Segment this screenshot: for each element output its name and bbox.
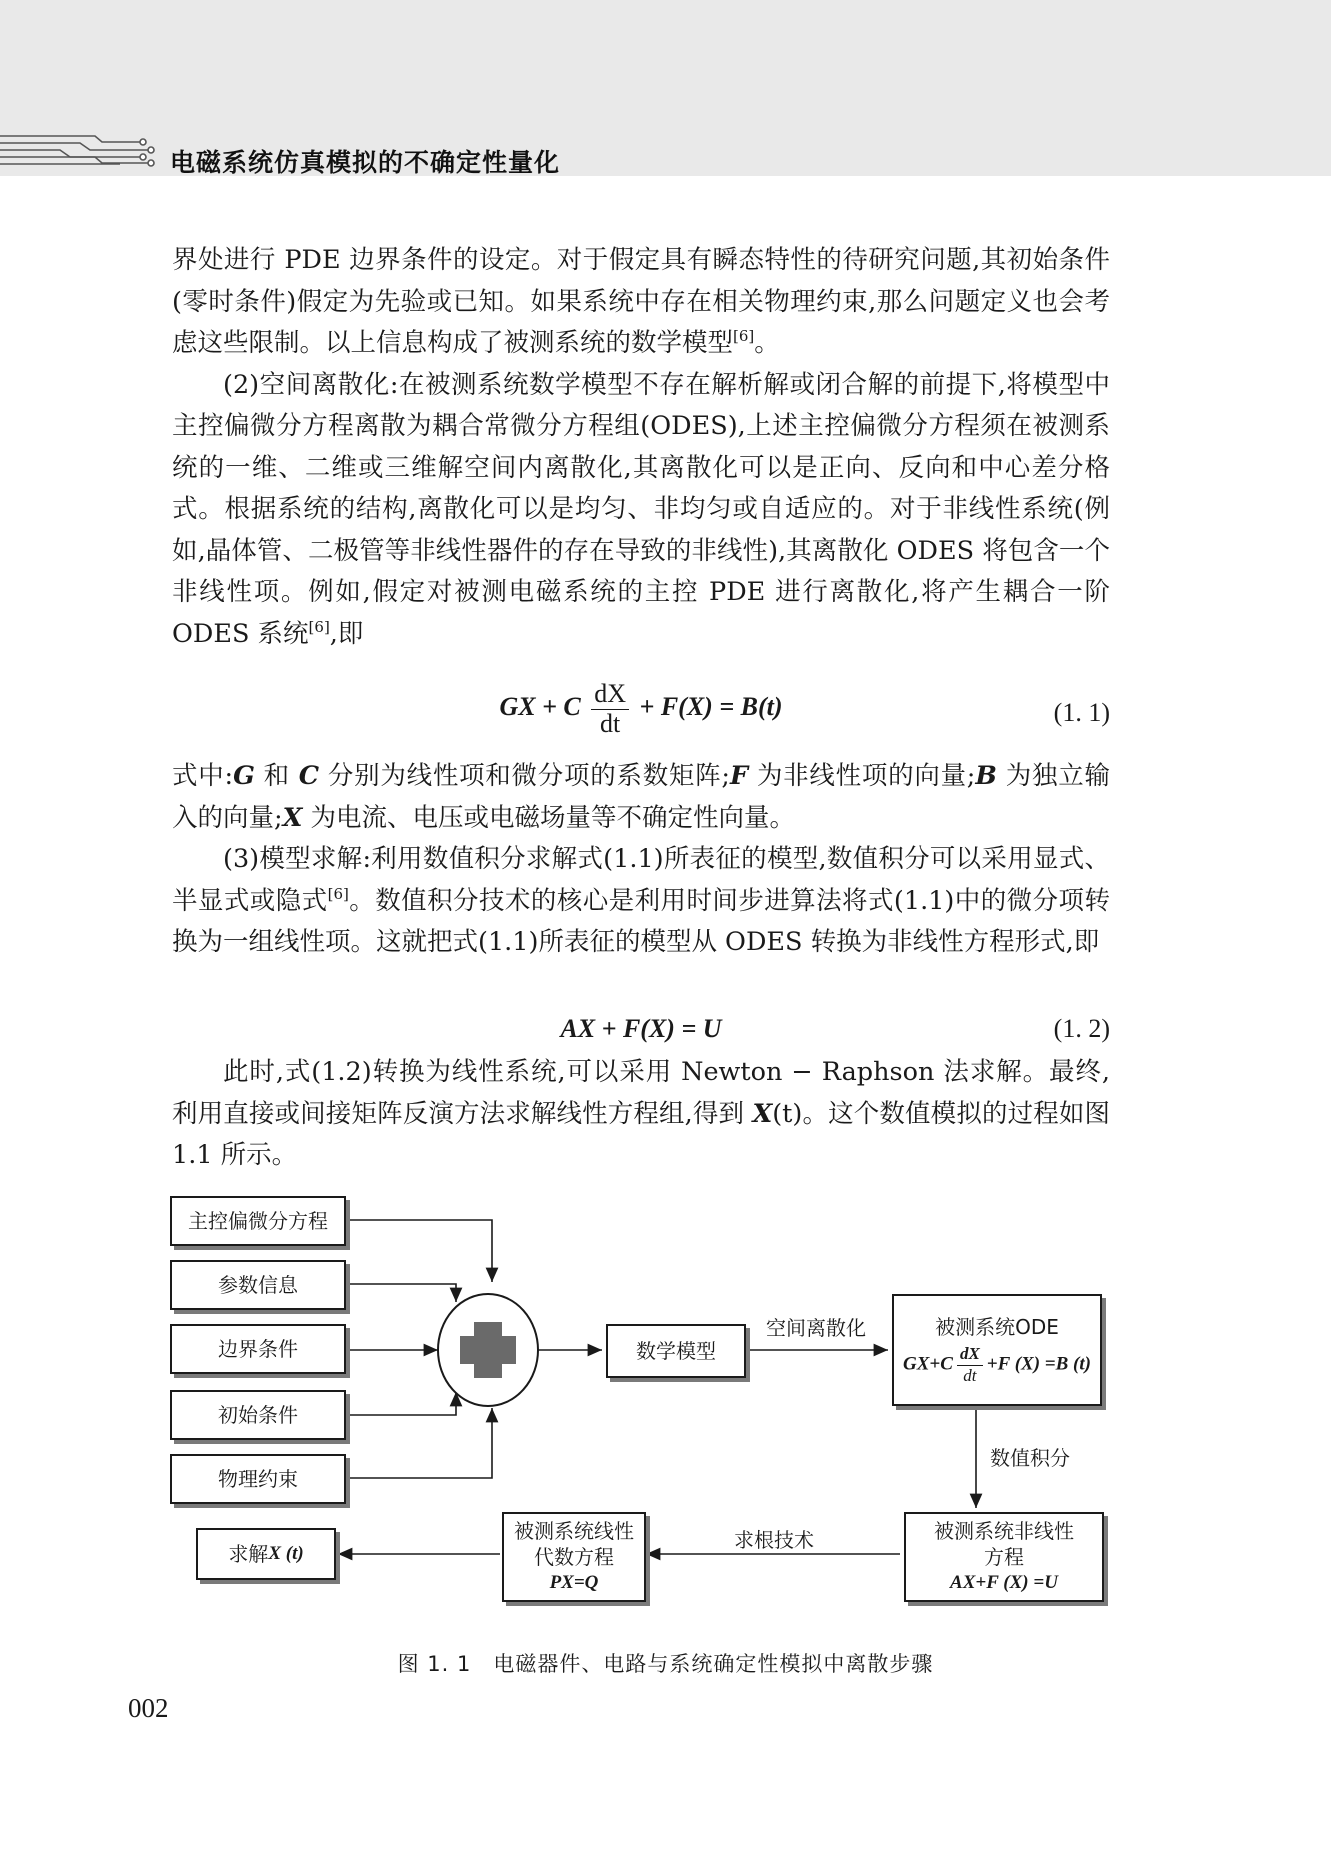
equation-number: (1. 2)	[1053, 1014, 1110, 1043]
input-box-physical-constraints: 物理约束	[170, 1454, 346, 1504]
paragraph-3: 式中:G 和 C 分别为线性项和微分项的系数矩阵;F 为非线性项的向量;B 为独立输入的向量;X 为电流、电压或电磁场量等不确定性向量。	[172, 761, 1111, 833]
label-root-finding: 求根技术	[734, 1528, 814, 1552]
linear-equation-box: 被测系统线性 代数方程 PX=Q	[502, 1512, 646, 1602]
equation-number: (1. 1)	[1053, 698, 1110, 727]
nonlinear-equation-box: 被测系统非线性 方程 AX+F (X) =U	[904, 1512, 1104, 1602]
paragraph-5: 此时,式(1.2)转换为线性系统,可以采用 Newton − Raphson 法求解。最终,利用直接或间接矩阵反演方法求解线性方程组,得到 X(t)。这个数值模拟的过程如图 1.1 所示。	[172, 1057, 1110, 1170]
label-numerical-integration: 数值积分	[990, 1446, 1070, 1470]
paragraph-4: (3)模型求解:利用数值积分求解式(1.1)所表征的模型,数值积分可以采用显式、半显式或隐式[6]。数值积分技术的核心是利用时间步进算法将式(1.1)中的微分项转换为一组线性项。这就把式(1.1)所表征的模型从 ODES 转换为非线性方程形式,即	[172, 844, 1110, 957]
paragraph-1: 界处进行 PDE 边界条件的设定。对于假定具有瞬态特性的待研究问题,其初始条件(零时条件)假定为先验或已知。如果系统中存在相关物理约束,那么问题定义也会考虑这些限制。以上信息构成了被测系统的数学模型[6]。	[172, 245, 1110, 358]
label-spatial-discretization: 空间离散化	[766, 1316, 866, 1340]
paragraph-2: (2)空间离散化:在被测系统数学模型不存在解析解或闭合解的前提下,将模型中主控偏微分方程离散为耦合常微分方程组(ODES),上述主控偏微分方程须在被测系统的一维、二维或三维解空间内离散化,其离散化可以是正向、反向和中心差分格式。根据系统的结构,离散化可以是均匀、非均匀或自适应的。对于非线性系统(例如,晶体管、二极管等非线性器件的存在导致的非线性),其离散化 ODES 将包含一个非线性项。例如,假定对被测电磁系统的主控 PDE 进行离散化,将产生耦合一阶 ODES 系统[6],即	[172, 369, 1110, 649]
math-model-box: 数学模型	[606, 1324, 746, 1378]
page-number: 002	[128, 1693, 169, 1723]
flowchart-figure	[0, 1190, 1331, 1610]
input-box-governing-pde: 主控偏微分方程	[170, 1196, 346, 1246]
equation-1-2: AX + F(X) = U (1. 2)	[560, 1014, 1110, 1043]
ode-box: 被测系统ODE GX+C $\frac{dX}{dt}$ +F (X) =B (t)	[892, 1294, 1102, 1406]
body-text-middle	[172, 756, 1110, 964]
figure-caption: 图 1. 1 电磁器件、电路与系统确定性模拟中离散步骤	[397, 1652, 934, 1676]
circuit-lines-decoration	[0, 132, 170, 168]
input-box-parameters: 参数信息	[170, 1260, 346, 1310]
input-box-boundary-conditions: 边界条件	[170, 1324, 346, 1374]
running-title: 电磁系统仿真模拟的不确定性量化	[170, 148, 561, 177]
input-box-initial-conditions: 初始条件	[170, 1390, 346, 1440]
body-text-lower	[172, 1052, 1110, 1177]
solve-box: 求解 X (t)	[196, 1528, 336, 1580]
equation-1-1: GX + C $\frac{dX}{dt}$ + F(X) = B(t) (1. 1)	[499, 679, 1110, 738]
body-text-upper	[172, 240, 1110, 655]
